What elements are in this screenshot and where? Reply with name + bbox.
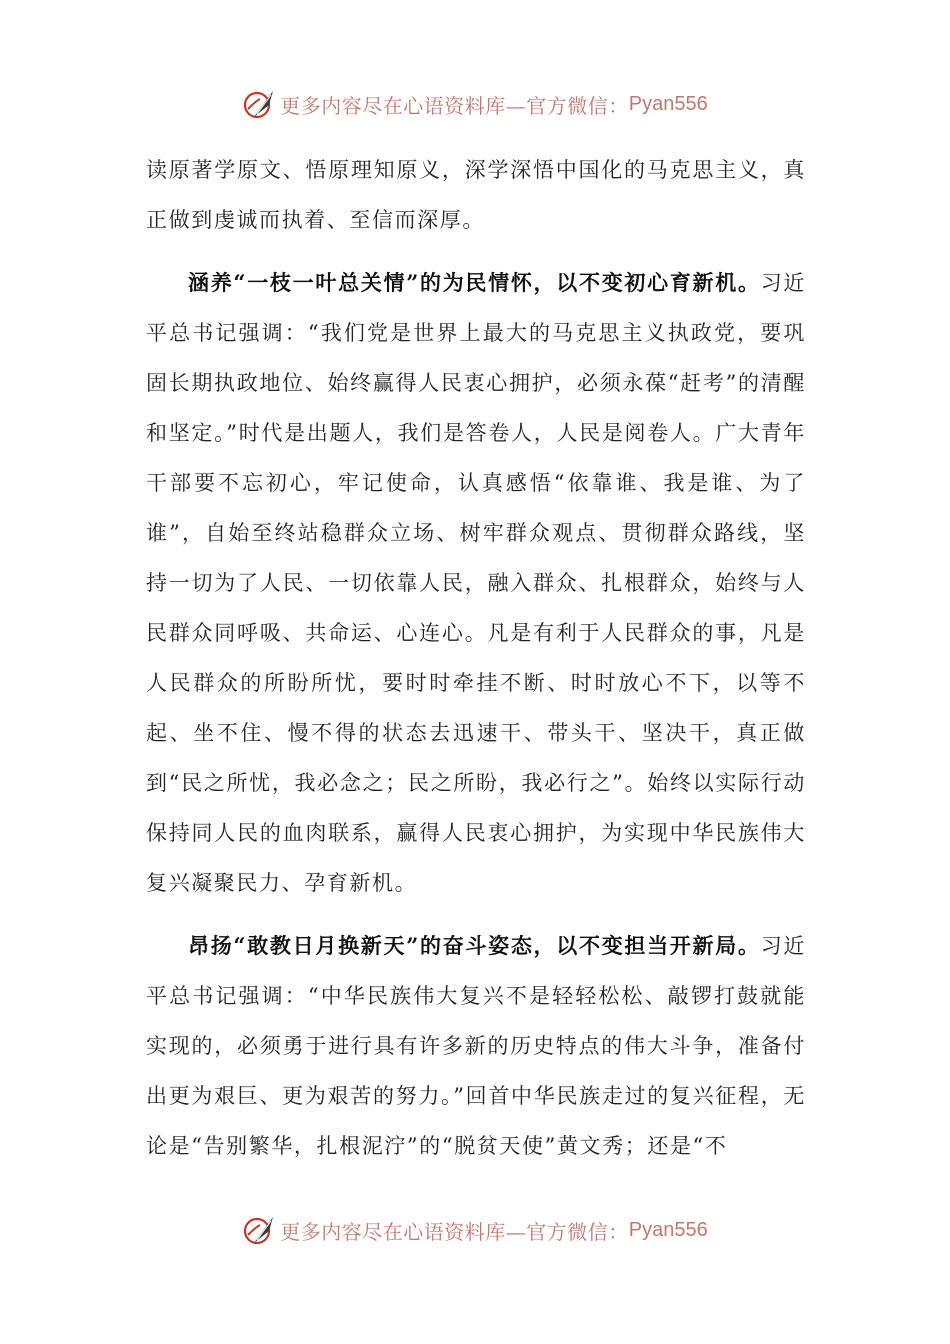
quill-logo-icon xyxy=(242,1213,276,1247)
paragraph xyxy=(146,145,806,245)
header-banner xyxy=(0,84,950,124)
paragraph-text: 习近平总书记强调：“中华民族伟大复兴不是轻轻松松、敲锣打鼓就能实现的，必须勇于进行具有许多新的历史特点的伟大斗争，准备付出更为艰巨、更为艰苦的努力。”回首中华民族走过的复兴征程，无论是“告别繁华，扎根泥泞”的“脱贫天使”黄文秀；还是“不 xyxy=(146,934,806,1158)
wechat-id: Pyan556 xyxy=(628,92,708,115)
wechat-id: Pyan556 xyxy=(628,1218,708,1241)
paragraph-text: 习近平总书记强调：“我们党是世界上最大的马克思主义执政党，要巩固长期执政地位、始终赢得人民衷心拥护，必须永葆“赶考”的清醒和坚定。”时代是出题人，我们是答卷人，人民是阅卷人。广大青年干部要不忘初心，牢记使命，认真感悟“依靠谁、我是谁、为了谁”，自始至终站稳群众立场、树牢群众观点、贯彻群众路线，坚持一切为了人民、一切依靠人民，融入群众、扎根群众，始终与人民群众同呼吸、共命运、心连心。凡是有利于人民群众的事，凡是人民群众的所盼所忧，要时时牵挂不断、时时放心不下，以等不起、坐不住、慢不得的状态去迅速干、带头干、坚决干，真正做到“民之所忧，我必念之；民之所盼，我必行之”。始终以实际行动保持同人民的血肉联系，赢得人民衷心拥护，为实现中华民族伟大复兴凝聚民力、孕育新机。 xyxy=(146,271,806,895)
document-body xyxy=(146,145,806,1184)
footer-banner xyxy=(0,1210,950,1250)
paragraph-text: 读原著学原文、悟原理知原义，深学深悟中国化的马克思主义，真正做到虔诚而执着、至信而深厚。 xyxy=(146,158,806,232)
quill-logo-icon xyxy=(242,87,276,121)
paragraph xyxy=(146,258,806,908)
paragraph xyxy=(146,921,806,1171)
paragraph-lead: 涵养“一枝一叶总关情”的为民情怀，以不变初心育新机。 xyxy=(188,270,761,295)
paragraph-lead: 昂扬“敢教日月换新天”的奋斗姿态，以不变担当开新局。 xyxy=(188,933,761,958)
banner-text: 更多内容尽在心语资料库—官方微信： xyxy=(280,93,629,118)
banner-text: 更多内容尽在心语资料库—官方微信： xyxy=(280,1219,629,1244)
